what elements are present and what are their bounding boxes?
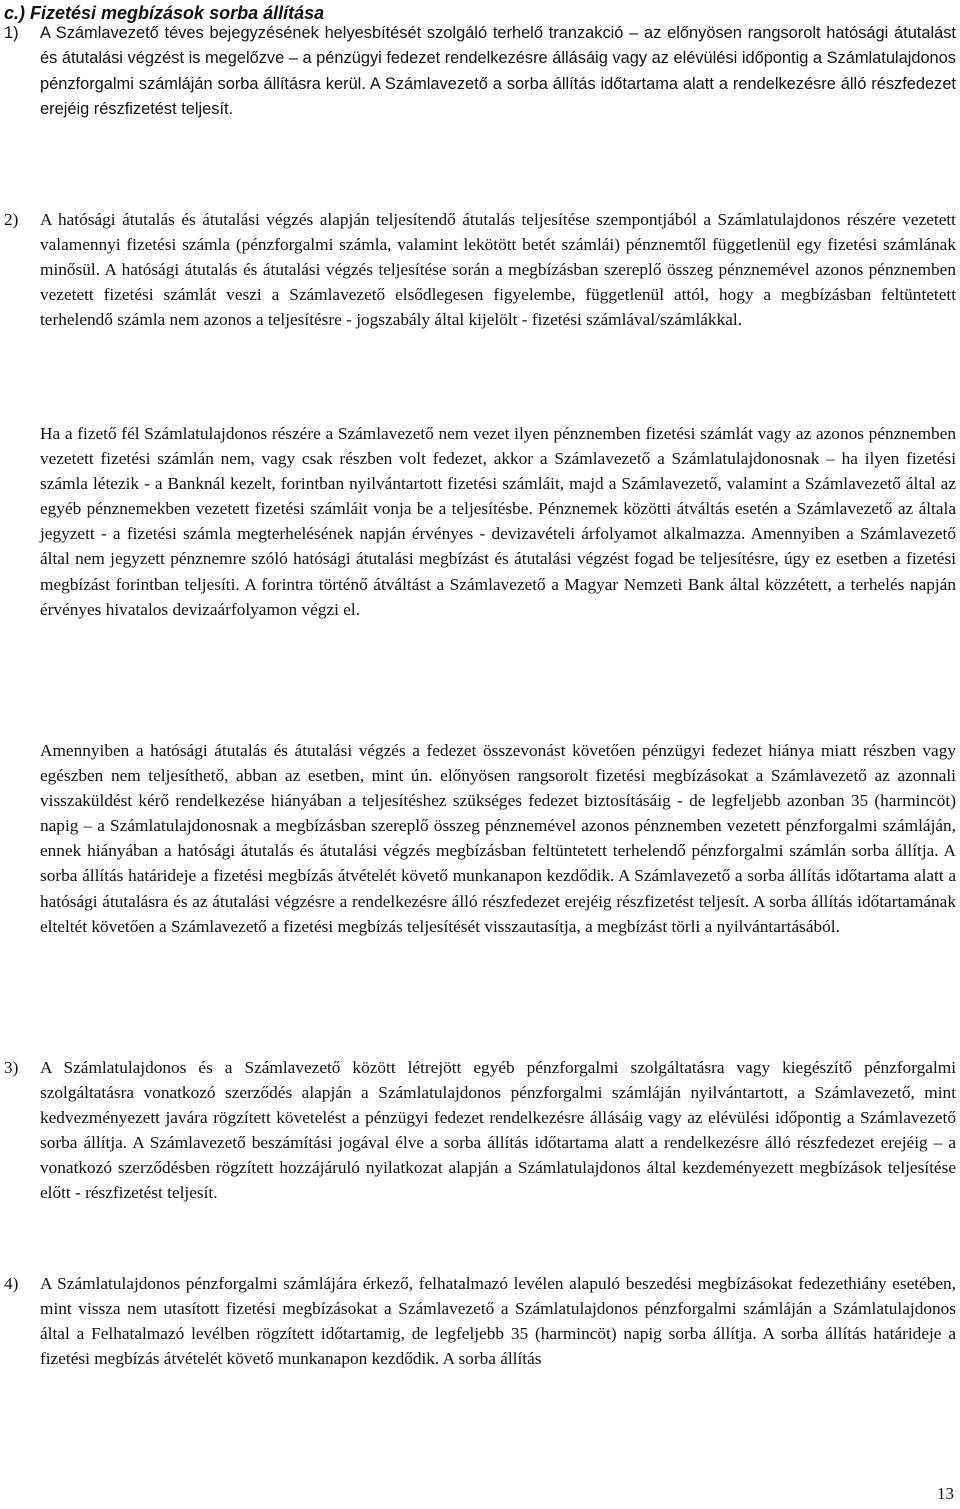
item-2-text: A hatósági átutalás és átutalási végzés alapján teljesítendő átutalás teljesítése szempontjából a Számlatulajdonos részére vezetett valamennyi fizetési számla (pénzforgalmi számla, valamint lekötött betét számlái) pénznemtől függetlenül egy fizetési számlának minősül. A hatósági átutalás és átutalási végzés teljesítése során a megbízásban szereplő összeg pénznemével azonos pénznemben vezetett fizetési számlát veszi a Számlavezető elsődlegesen figyelembe, függetlenül attól, hogy a megbízásban feltüntetett terhelendő számla nem azonos a teljesítésre - jogszabály által kijelölt - fizetési számlával/számlákkal. bbox=[40, 210, 956, 330]
item-2-paragraph-2: Amennyiben a hatósági átutalás és átutalási végzés a fedezet összevonást követően pénzügyi fedezet hiánya miatt részben vagy egészben nem teljesíthető, abban az esetben, mint ún. előnyösen rangsorolt fizetési megbízásokat a Számlavezető az azonnali visszaküldést kérő rendelkezése hiányában a teljesítéshez szükséges fedezet biztosításáig - de legfeljebb azonban 35 (harmincöt) napig – a Számlatulajdonosnak a megbízásban szereplő összeg pénznemével azonos pénznemben vezetett pénzforgalmi számláján, ennek hiányában a hatósági átutalás és átutalási végzés megbízásban feltüntetett terhelendő pénzforgalmi számlán sorba állítja. A sorba állítás határideje a fizetési megbízás átvételét követő munkanapon kezdődik. A Számlavezető a sorba állítás időtartama alatt a hatósági átutalásra és az átutalási végzésre a rendelkezésre álló részfedezet erejéig részfizetést teljesít. A sorba állítás időtartamának elteltét követően a Számlavezető a fizetési megbízás teljesítését visszautasítja, a megbízást törli a nyilvántartásából. bbox=[40, 741, 956, 936]
item-4-text: A Számlatulajdonos pénzforgalmi számlájára érkező, felhatalmazó levélen alapuló beszedési megbízásokat fedezethiány esetében, mint vissza nem utasított fizetési megbízásokat a Számlavezető a Számlatulajdonos pénzforgalmi számláján a Számlatulajdonos által a Felhatalmazó levélben rögzített időtartamig, de legfeljebb 35 (harmincöt) napig sorba állítja. A sorba állítás határideje a fizetési megbízás átvételét követő munkanapon kezdődik. A sorba állítás bbox=[40, 1274, 956, 1369]
item-2-number: 2) bbox=[4, 210, 19, 229]
item-3-number: 3) bbox=[4, 1058, 19, 1077]
item-3-text: A Számlatulajdonos és a Számlavezető között létrejött egyéb pénzforgalmi szolgáltatásra vagy kiegészítő pénzforgalmi szolgáltatásra vonatkozó szerződés alapján a Számlatulajdonos pénzforgalmi számláján nyilvántartott, a Számlavezető, mint kedvezményezett javára rögzített követelést a pénzügyi fedezet rendelkezésre állásáig vagy az elévülési időpontig a Számlavezető sorba állítja. A Számlavezető beszámítási jogával élve a sorba állítás időtartama alatt a rendelkezésre álló részfedezet erejéig – a vonatkozó szerződésben rögzített hozzájáruló nyilatkozat alapján a Számlatulajdonos által kezdeményezett megbízások teljesítése előtt - részfizetést teljesít. bbox=[40, 1058, 956, 1203]
page-number: 13 bbox=[937, 1484, 954, 1503]
item-1-text: A Számlavezető téves bejegyzésének helyesbítését szolgáló terhelő tranzakció – az előnyösen rangsorolt hatósági átutalást és átutalási végzést is megelőzve – a pénzügyi fedezet rendelkezésre állásáig vagy az elévülési időpontig a Számlatulajdonos pénzforgalmi számláján sorba állításra kerül. A Számlavezető a sorba állítás időtartama alatt a rendelkezésre álló részfedezet erejéig részfizetést teljesít. bbox=[40, 24, 956, 118]
item-1-number: 1) bbox=[4, 24, 19, 42]
item-4-number: 4) bbox=[4, 1274, 19, 1293]
section-heading: c.) Fizetési megbízások sorba állítása bbox=[4, 3, 325, 23]
item-2-paragraph-1: Ha a fizető fél Számlatulajdonos részére a Számlavezető nem vezet ilyen pénznemben fizetési számlát vagy az azonos pénznemben vezetett fizetési számlán nem, vagy csak részben volt fedezet, akkor a Számlavezető a Számlatulajdonosnak – ha ilyen fizetési számla létezik - a Banknál kezelt, forintban nyilvántartott fizetési számláit, majd a Számlavezető, valamint a Számlavezető által az egyéb pénznemekben vezetett fizetési számláit vonja be a teljesítésbe. Pénznemek közötti átváltás esetén a Számlavezető az általa jegyzett - a fizetési számla megterhelésének napján érvényes - devizavételi árfolyamot alkalmazza. Amennyiben a Számlavezető által nem jegyzett pénznemre szóló hatósági átutalási megbízást és átutalási végzést fogad be teljesítésre, úgy ez esetben a fizetési megbízást forintban teljesíti. A forintra történő átváltást a Számlavezető a Magyar Nemzeti Bank által közzétett, a terhelés napján érvényes hivatalos devizaárfolyamon végzi el. bbox=[40, 424, 956, 619]
